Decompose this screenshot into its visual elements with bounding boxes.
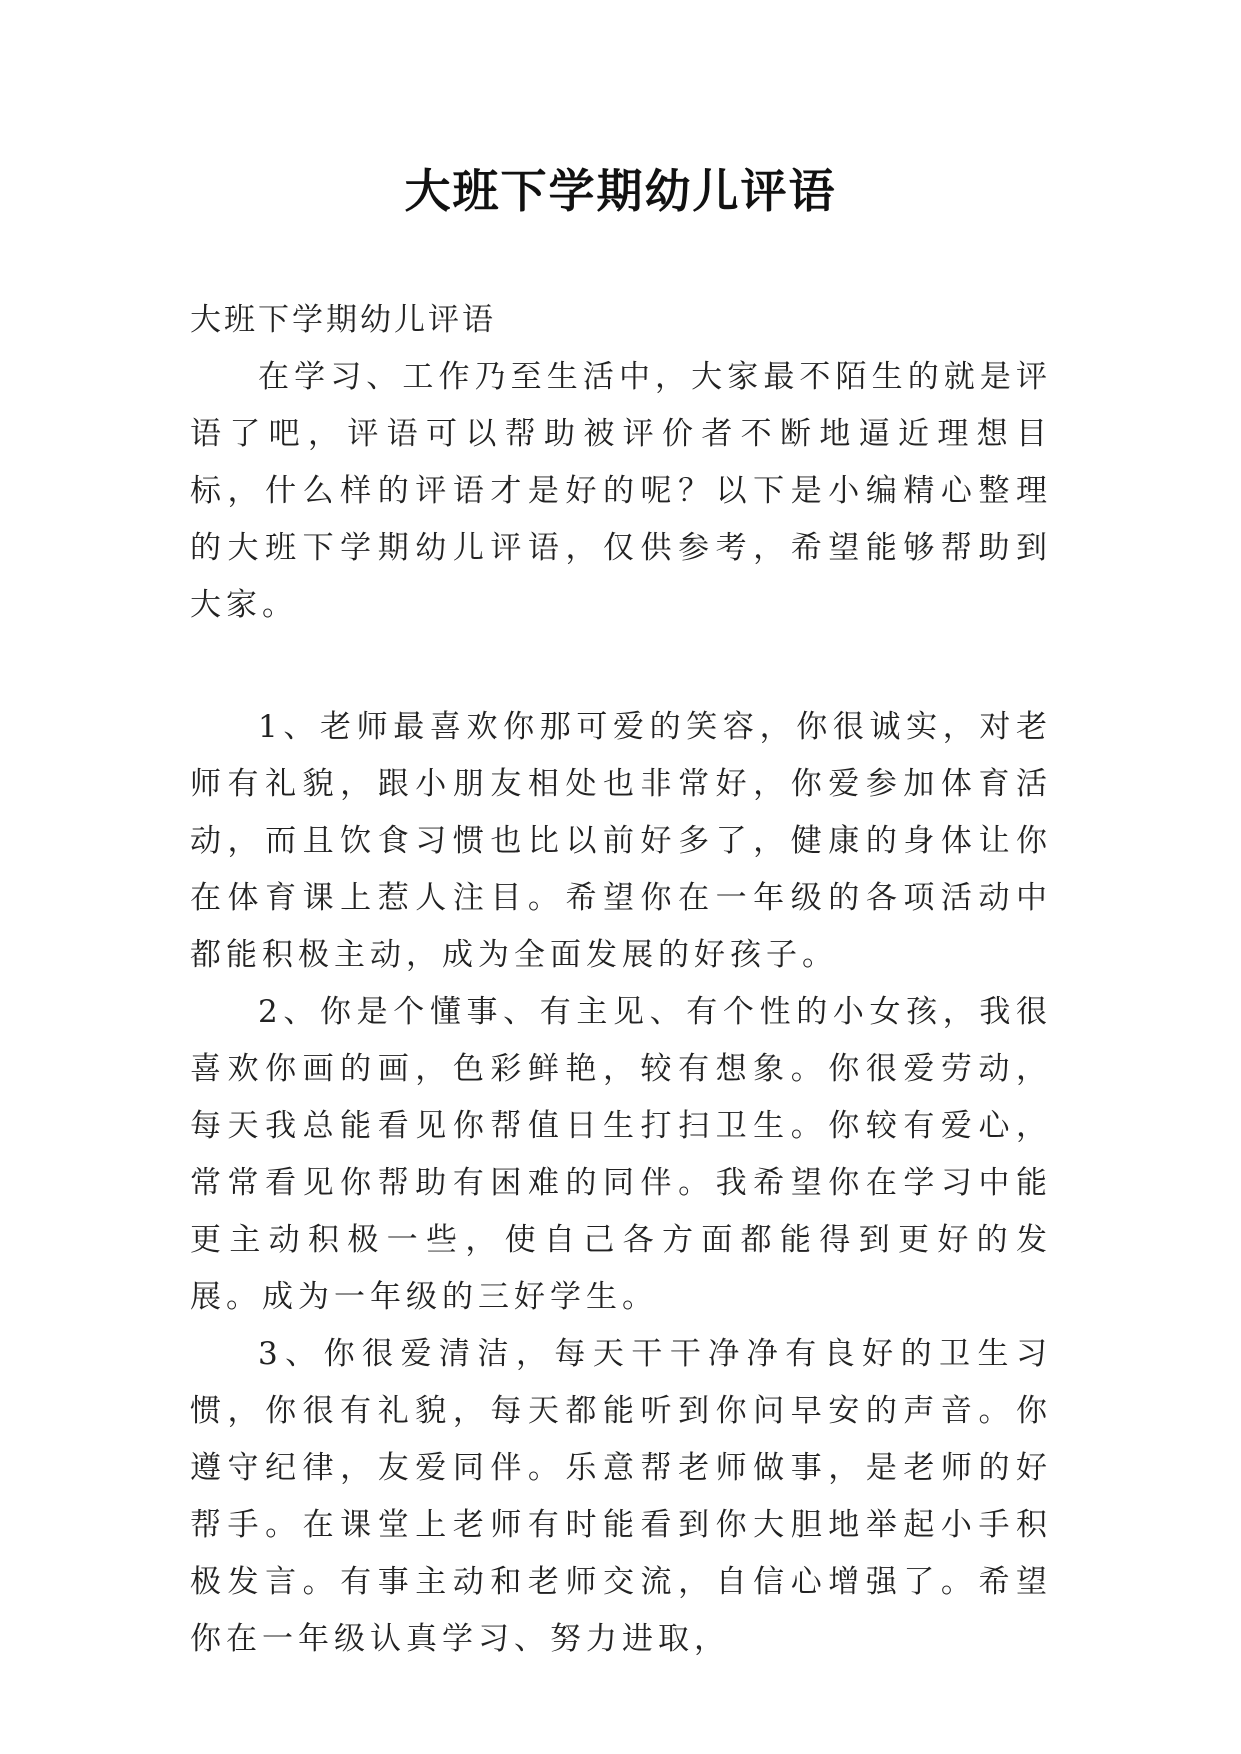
intro-paragraph: 在学习、工作乃至生活中，大家最不陌生的就是评语了吧，评语可以帮助被评价者不断地逼近理想目标，什么样的评语才是好的呢？以下是小编精心整理的大班下学期幼儿评语，仅供参考，希望能够帮助到大家。	[190, 359, 1052, 623]
intro-section	[190, 349, 1052, 634]
comment-paragraph-3: 3、你很爱清洁，每天干干净净有良好的卫生习惯，你很有礼貌，每天都能听到你问早安的声音。你遵守纪律，友爱同伴。乐意帮老师做事，是老师的好帮手。在课堂上老师有时能看到你大胆地举起小手积极发言。有事主动和老师交流，自信心增强了。希望你在一年级认真学习、努力进取，	[190, 1336, 1052, 1657]
document-title: 大班下学期幼儿评语	[404, 164, 837, 218]
comment-paragraph-2: 2、你是个懂事、有主见、有个性的小女孩，我很喜欢你画的画，色彩鲜艳，较有想象。你很爱劳动，每天我总能看见你帮值日生打扫卫生。你较有爱心，常常看见你帮助有困难的同伴。我希望你在学习中能更主动积极一些，使自己各方面都能得到更好的发展。成为一年级的三好学生。	[190, 994, 1052, 1315]
comment-paragraph-1: 1、老师最喜欢你那可爱的笑容，你很诚实，对老师有礼貌，跟小朋友相处也非常好，你爱参加体育活动，而且饮食习惯也比以前好多了，健康的身体让你在体育课上惹人注目。希望你在一年级的各项活动中都能积极主动，成为全面发展的好孩子。	[190, 709, 1052, 973]
document-subtitle: 大班下学期幼儿评语	[190, 302, 496, 338]
comments-section	[190, 699, 1052, 1668]
